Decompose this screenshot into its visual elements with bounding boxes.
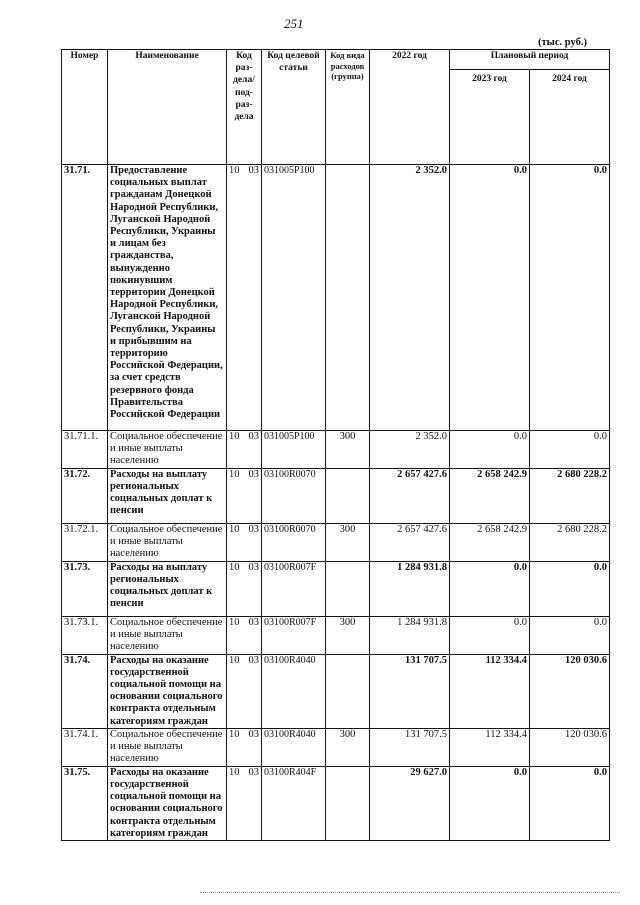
table-row bbox=[62, 616, 610, 654]
row-2022: 131 707.5 bbox=[370, 654, 450, 728]
row-section-code bbox=[227, 165, 262, 431]
row-2022: 1 284 931.8 bbox=[370, 616, 450, 654]
row-2022: 131 707.5 bbox=[370, 728, 450, 766]
header-2022: 2022 год bbox=[370, 50, 450, 165]
table-row bbox=[62, 766, 610, 840]
row-2024: 2 680 228.2 bbox=[530, 468, 610, 523]
row-name: Социальное обеспечение и иные выплаты населению bbox=[108, 728, 227, 766]
row-name: Социальное обеспечение и иные выплаты населению bbox=[108, 616, 227, 654]
row-section: 10 bbox=[229, 654, 240, 666]
row-target-code: 03100R0070 bbox=[262, 468, 326, 523]
table-row bbox=[62, 431, 610, 469]
row-2022: 29 627.0 bbox=[370, 766, 450, 840]
row-2023: 0.0 bbox=[450, 616, 530, 654]
row-subsection: 03 bbox=[248, 523, 259, 535]
unit-note: (тыс. руб.) bbox=[538, 37, 587, 48]
table-row bbox=[62, 468, 610, 523]
row-section-code bbox=[227, 561, 262, 616]
row-name: Расходы на выплату региональных социальных доплат к пенсии bbox=[108, 561, 227, 616]
row-2024: 0.0 bbox=[530, 165, 610, 431]
row-name: Расходы на оказание государственной социальной помощи на основании социального контракта отдельным категориям граждан bbox=[108, 766, 227, 840]
row-target-code: 031005P100 bbox=[262, 165, 326, 431]
row-number: 31.74. bbox=[62, 654, 108, 728]
row-expense-type: 300 bbox=[326, 523, 370, 561]
row-subsection: 03 bbox=[248, 165, 259, 176]
row-number: 31.73.1. bbox=[62, 616, 108, 654]
page-footer-line bbox=[200, 892, 620, 897]
row-expense-type bbox=[326, 468, 370, 523]
row-number: 31.72.1. bbox=[62, 523, 108, 561]
row-section: 10 bbox=[229, 523, 240, 535]
row-2024: 0.0 bbox=[530, 431, 610, 469]
row-2024: 2 680 228.2 bbox=[530, 523, 610, 561]
row-section: 10 bbox=[229, 728, 240, 740]
table-row bbox=[62, 654, 610, 728]
table-row bbox=[62, 561, 610, 616]
row-section-code bbox=[227, 728, 262, 766]
row-section: 10 bbox=[229, 468, 240, 480]
row-section: 10 bbox=[229, 561, 240, 573]
header-name: Наименование bbox=[108, 50, 227, 165]
row-2024: 120 030.6 bbox=[530, 728, 610, 766]
row-2022: 2 657 427.6 bbox=[370, 523, 450, 561]
table-row bbox=[62, 165, 610, 431]
header-section-code: Код раз-дела/ под-раз-дела bbox=[227, 50, 262, 165]
row-expense-type bbox=[326, 654, 370, 728]
row-target-code: 03100R4040 bbox=[262, 728, 326, 766]
row-expense-type bbox=[326, 165, 370, 431]
row-target-code: 03100R4040 bbox=[262, 654, 326, 728]
row-section-code bbox=[227, 654, 262, 728]
header-plan-period: Плановый период bbox=[450, 50, 610, 70]
header-2024: 2024 год bbox=[530, 70, 610, 165]
row-2022: 2 657 427.6 bbox=[370, 468, 450, 523]
row-2023: 0.0 bbox=[450, 165, 530, 431]
row-2023: 112 334.4 bbox=[450, 654, 530, 728]
table-row bbox=[62, 523, 610, 561]
row-name: Социальное обеспечение и иные выплаты населению bbox=[108, 431, 227, 469]
row-expense-type: 300 bbox=[326, 728, 370, 766]
row-section-code bbox=[227, 523, 262, 561]
row-subsection: 03 bbox=[248, 561, 259, 573]
row-2024: 0.0 bbox=[530, 616, 610, 654]
row-section: 10 bbox=[229, 616, 240, 628]
header-2023: 2023 год bbox=[450, 70, 530, 165]
row-2022: 2 352.0 bbox=[370, 165, 450, 431]
header-expense-type: Код вида расходов (группа) bbox=[326, 50, 370, 165]
row-section: 10 bbox=[229, 165, 240, 176]
row-2023: 0.0 bbox=[450, 561, 530, 616]
row-expense-type bbox=[326, 561, 370, 616]
row-2024: 0.0 bbox=[530, 561, 610, 616]
row-target-code: 03100R007F bbox=[262, 561, 326, 616]
row-section-code bbox=[227, 431, 262, 469]
row-section-code bbox=[227, 766, 262, 840]
row-subsection: 03 bbox=[248, 766, 259, 778]
row-2023: 2 658 242.9 bbox=[450, 523, 530, 561]
table-body bbox=[62, 165, 610, 841]
row-name: Социальное обеспечение и иные выплаты населению bbox=[108, 523, 227, 561]
row-number: 31.71.1. bbox=[62, 431, 108, 469]
row-number: 31.71. bbox=[62, 165, 108, 431]
row-expense-type: 300 bbox=[326, 431, 370, 469]
row-section-code bbox=[227, 468, 262, 523]
row-section: 10 bbox=[229, 766, 240, 778]
row-target-code: 031005P100 bbox=[262, 431, 326, 469]
row-expense-type: 300 bbox=[326, 616, 370, 654]
row-subsection: 03 bbox=[248, 654, 259, 666]
row-name: Предоставление социальных выплат гражданам Донецкой Народной Республики, Луганской Народной Республики, Украины и лицам без гражданства, вынужденно покинувшим территории Донецкой Народной Республики, Луганской Народной Республики, Украины и прибывшим на территорию Российской Федерации, за счет средств резервного фонда Правительства Российской Федерации bbox=[108, 165, 227, 431]
row-target-code: 03100R007F bbox=[262, 616, 326, 654]
row-number: 31.73. bbox=[62, 561, 108, 616]
header-target-code: Код целевой статьи bbox=[262, 50, 326, 165]
row-2024: 0.0 bbox=[530, 766, 610, 840]
budget-table bbox=[61, 49, 610, 841]
row-target-code: 03100R404F bbox=[262, 766, 326, 840]
row-2023: 0.0 bbox=[450, 431, 530, 469]
row-subsection: 03 bbox=[248, 616, 259, 628]
header-number: Номер bbox=[62, 50, 108, 165]
table-row bbox=[62, 728, 610, 766]
row-number: 31.72. bbox=[62, 468, 108, 523]
row-2024: 120 030.6 bbox=[530, 654, 610, 728]
page-number: 251 bbox=[284, 16, 304, 31]
row-2022: 2 352.0 bbox=[370, 431, 450, 469]
row-2023: 2 658 242.9 bbox=[450, 468, 530, 523]
row-2023: 0.0 bbox=[450, 766, 530, 840]
row-target-code: 03100R0070 bbox=[262, 523, 326, 561]
row-2022: 1 284 931.8 bbox=[370, 561, 450, 616]
row-subsection: 03 bbox=[248, 431, 259, 442]
row-name: Расходы на выплату региональных социальных доплат к пенсии bbox=[108, 468, 227, 523]
row-subsection: 03 bbox=[248, 728, 259, 740]
row-section: 10 bbox=[229, 431, 240, 442]
row-section-code bbox=[227, 616, 262, 654]
row-expense-type bbox=[326, 766, 370, 840]
row-subsection: 03 bbox=[248, 468, 259, 480]
row-name: Расходы на оказание государственной социальной помощи на основании социального контракта отдельным категориям граждан bbox=[108, 654, 227, 728]
row-number: 31.75. bbox=[62, 766, 108, 840]
row-number: 31.74.1. bbox=[62, 728, 108, 766]
row-2023: 112 334.4 bbox=[450, 728, 530, 766]
